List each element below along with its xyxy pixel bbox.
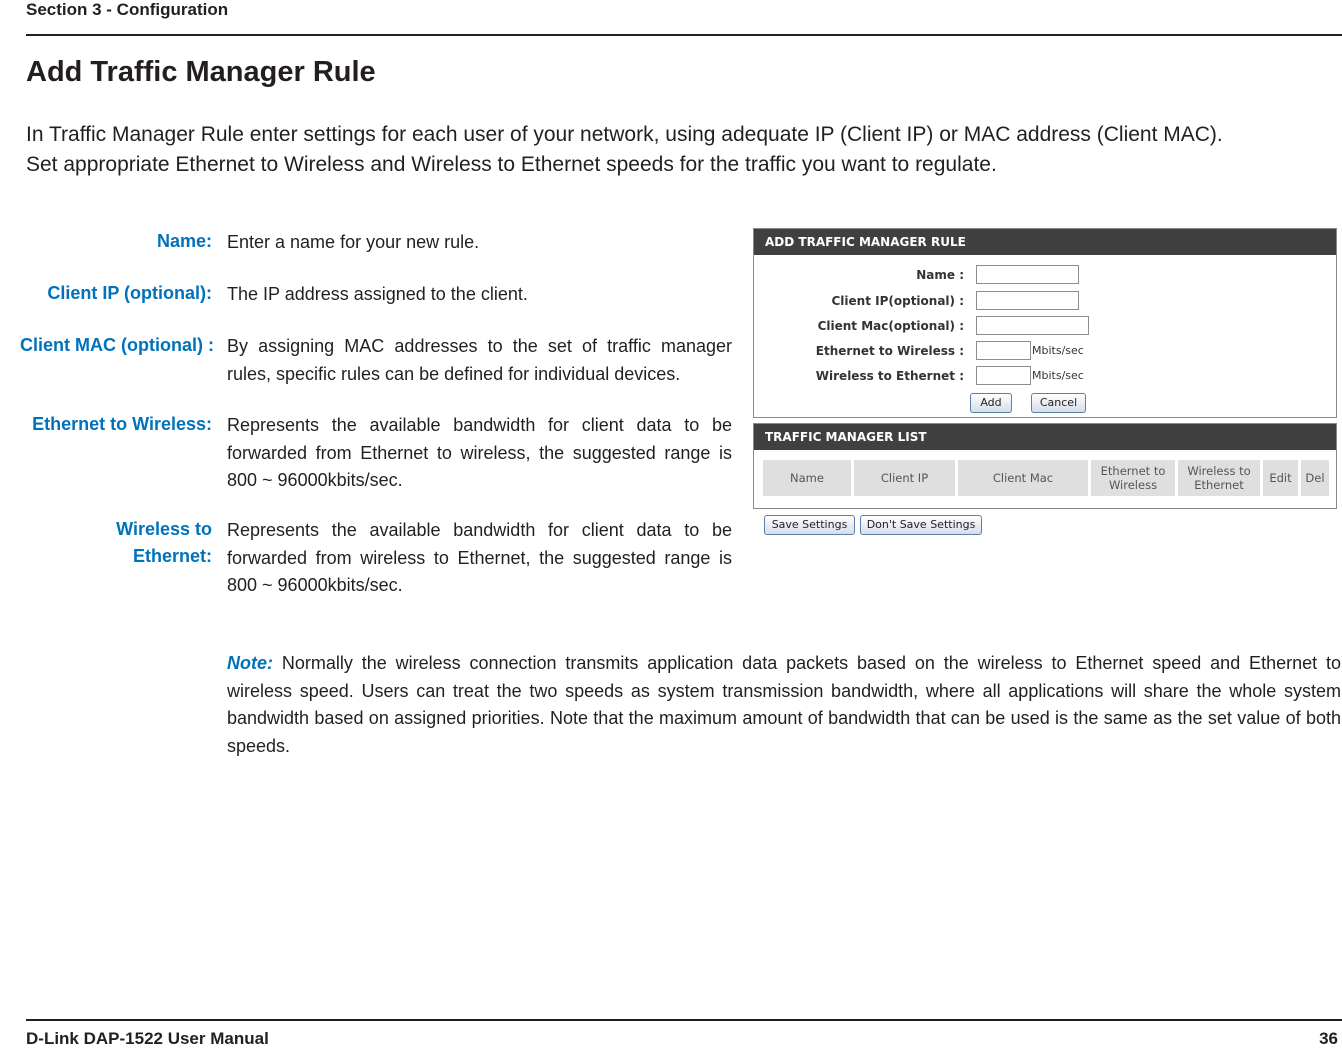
col-ethernet-to-wireless: Ethernet to Wireless	[1091, 460, 1175, 496]
term-wireless-to-ethernet	[116, 516, 212, 570]
add-rule-box	[753, 228, 1337, 418]
term-client-mac: Client MAC (optional) :	[20, 335, 214, 355]
traffic-manager-list-box	[753, 423, 1337, 509]
bottom-divider	[26, 1019, 1342, 1021]
footer-manual-title: D-Link DAP-1522 User Manual	[26, 1029, 269, 1048]
col-edit: Edit	[1263, 460, 1298, 496]
desc-client-mac: By assigning MAC addresses to the set of traffic manager rules, specific rules can be defined for individual devices.	[227, 336, 732, 384]
desc-client-ip: The IP address assigned to the client.	[227, 284, 528, 304]
term-wireless-to-ethernet-line-2: Ethernet:	[132, 546, 212, 566]
traffic-manager-screenshot	[753, 228, 1337, 540]
ethernet-to-wireless-input[interactable]	[976, 341, 1031, 360]
name-row	[754, 265, 1336, 285]
client-mac-row	[754, 316, 1336, 336]
col-client-mac: Client Mac	[958, 460, 1088, 496]
page-number: 36	[1319, 1029, 1338, 1048]
term-ethernet-to-wireless: Ethernet to Wireless:	[32, 414, 212, 434]
note-paragraph	[227, 650, 1341, 760]
intro-line-2: Set appropriate Ethernet to Wireless and Wireless to Ethernet speeds for the traffic you want to regulate.	[26, 153, 997, 176]
col-wireless-to-ethernet: Wireless to Ethernet	[1178, 460, 1260, 496]
desc-name: Enter a name for your new rule.	[227, 232, 480, 252]
cancel-button[interactable]: Cancel	[1031, 393, 1086, 413]
list-heading: TRAFFIC MANAGER LIST	[754, 424, 1336, 450]
note-text: Normally the wireless connection transmits application data packets based on the wireless to Ethernet speed and Ethernet to wireless speed. Users can treat the two speeds as system transmission bandwidth, where all applications will share the whole system bandwidth based on assigned priorities. Note that the maximum amount of bandwidth that can be used is the same as the set value of both speeds.	[227, 653, 1341, 756]
wireless-to-ethernet-row	[754, 366, 1336, 386]
desc-ethernet-to-wireless: Represents the available bandwidth for client data to be forwarded from Ethernet to wireless, the suggested range is 800 ~ 96000kbits/sec.	[227, 415, 732, 490]
client-mac-label: Client Mac(optional) :	[817, 319, 964, 333]
col-client-ip: Client IP	[854, 460, 955, 496]
ethernet-to-wireless-row	[754, 341, 1336, 361]
note-label: Note:	[227, 653, 273, 673]
add-button[interactable]: Add	[970, 393, 1012, 413]
col-del: Del	[1301, 460, 1329, 496]
name-input[interactable]	[976, 265, 1079, 284]
page-title: Add Traffic Manager Rule	[26, 56, 376, 88]
section-header: Section 3 - Configuration	[26, 0, 229, 19]
wireless-to-ethernet-unit: Mbits/sec	[1032, 369, 1084, 382]
desc-wireless-to-ethernet: Represents the available bandwidth for client data to be forwarded from wireless to Ethernet, the suggested range is 800 ~ 96000kbits/sec.	[227, 520, 732, 595]
add-rule-heading: ADD TRAFFIC MANAGER RULE	[754, 229, 1336, 255]
save-settings-button[interactable]: Save Settings	[764, 515, 855, 535]
wireless-to-ethernet-input[interactable]	[976, 366, 1031, 385]
intro-line-1: In Traffic Manager Rule enter settings for each user of your network, using adequate IP (Client IP) or MAC address (Client MAC).	[26, 123, 1223, 146]
wireless-to-ethernet-label: Wireless to Ethernet :	[815, 369, 964, 383]
client-mac-input[interactable]	[976, 316, 1089, 335]
ethernet-to-wireless-label: Ethernet to Wireless :	[815, 344, 964, 358]
term-wireless-to-ethernet-line-1: Wireless to	[116, 519, 212, 539]
term-name: Name:	[156, 231, 212, 251]
ethernet-to-wireless-unit: Mbits/sec	[1032, 344, 1084, 357]
name-label: Name :	[916, 268, 964, 282]
client-ip-input[interactable]	[976, 291, 1079, 310]
col-name: Name	[763, 460, 851, 496]
client-ip-row	[754, 291, 1336, 311]
client-ip-label: Client IP(optional) :	[831, 294, 964, 308]
top-divider	[26, 34, 1342, 36]
dont-save-settings-button[interactable]: Don't Save Settings	[860, 515, 982, 535]
term-client-ip: Client IP (optional):	[47, 283, 212, 303]
